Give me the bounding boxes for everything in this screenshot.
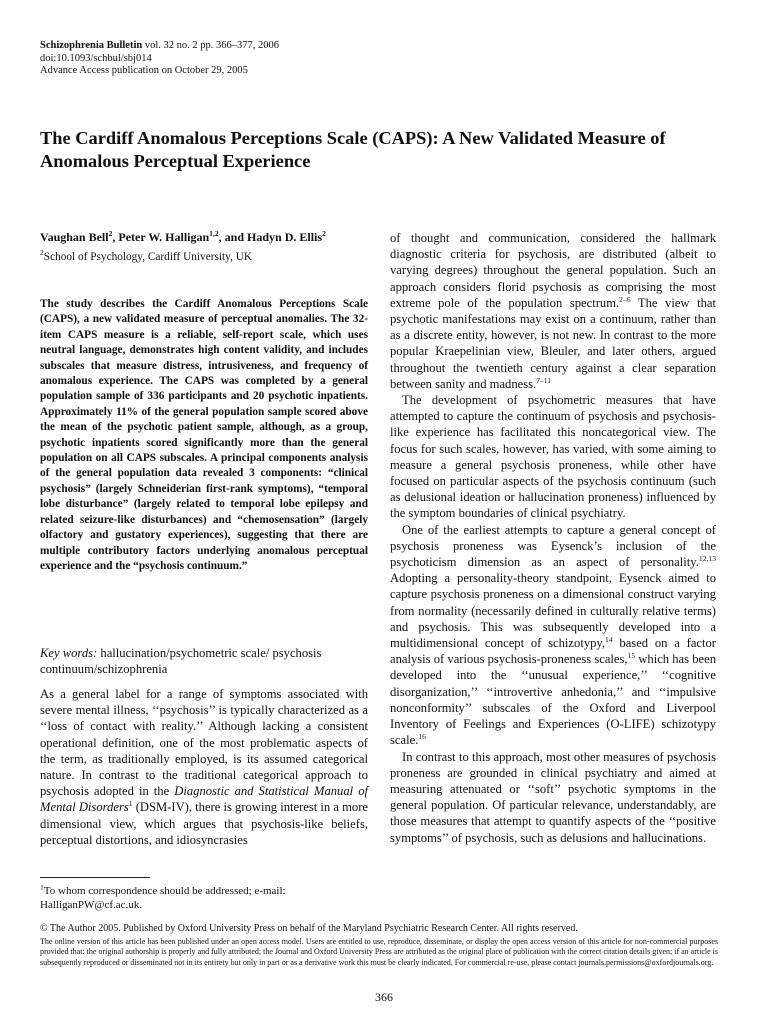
journal-citation: vol. 32 no. 2 pp. 366–377, 2006 (142, 40, 279, 51)
footnote-mark: 1 (40, 882, 44, 892)
copyright-notice: © The Author 2005. Published by Oxford University Press on behalf of the Maryland Psychiatric Research Center. All rights reserved. (40, 923, 578, 934)
author-name: Vaughan Bell (40, 230, 109, 244)
journal-header (40, 40, 279, 78)
text-run: based on a factor analysis of various psychosis-proneness scales, (390, 636, 716, 667)
author-separator: , and (218, 230, 248, 244)
reference-mark: 7–11 (536, 375, 552, 385)
doi[interactable]: doi:10.1093/schbul/sbj014 (40, 52, 152, 64)
keywords-text: hallucination/psychometric scale/ psychosis continuum/schizophrenia (40, 646, 322, 676)
footnote-divider (40, 877, 150, 878)
text-run: (DSM-IV), there is growing interest in a more dimensional view, which argues that psychosis-like beliefs, perceptual distortions, and idiosyncrasies (40, 800, 368, 847)
text-run: of thought and communication, considered the hallmark diagnostic criteria for psychosis, are distributed (albeit to varying degrees) throughout the general population. Such an approach considers florid psychosis as comprising the most extreme pole of the population spectrum. (390, 231, 716, 310)
paragraph: In contrast to this approach, most other measures of psychosis proneness are grounded in clinical psychiatry and aimed at measuring attenuated or ‘‘soft’’ psychotic symptoms in the general population. Of particular relevance, understandably, are those measures that attempt to quantify aspects of the ‘‘positive symptoms’’ of psychosis, such as delusions and hallucinations. (390, 749, 716, 845)
reference-mark: 14 (605, 634, 613, 644)
page-number: 366 (375, 990, 393, 1004)
author-affiliation-mark: 1,2 (209, 229, 219, 238)
body-column-left (40, 686, 368, 848)
paragraph (40, 686, 368, 848)
journal-name: Schizophrenia Bulletin (40, 40, 143, 51)
article-title: The Cardiff Anomalous Perceptions Scale (CAPS): A New Validated Measure of Anomalous Perceptual Experience (40, 128, 666, 171)
reference-mark: 16 (418, 732, 426, 742)
abstract: The study describes the Cardiff Anomalous Perceptions Scale (CAPS), a new validated measure of perceptual anomalies. The 32-item CAPS measure is a reliable, self-report scale, which uses neutral language, demonstrates high content validity, and includes subscales that measure distress, intrusiveness, and frequency of anomalous experience. The CAPS was completed by a general population sample of 336 participants and 20 psychotic inpatients. Approximately 11% of the general population sample scored above the mean of the psychotic patient sample, although, as a group, psychotic inpatients scored significantly more than the general population on all CAPS subscales. A principal components analysis of the general population data revealed 3 components: “clinical psychosis” (largely Schneiderian first-rank symptoms), “temporal lobe disturbance” (largely related to temporal lobe epilepsy and related seizure-like disturbances) and “chemosensation” (largely olfactory and gustatory experiences), suggesting that there are multiple contributory factors underlying anomalous perceptual experience and the “psychosis continuum.” (40, 298, 368, 572)
affiliation-mark: 2 (40, 248, 44, 258)
author-name: Peter W. Halligan (118, 230, 210, 244)
text-run-italic: Diagnostic and Statistical Manual of Mental Disorders (40, 784, 369, 815)
text-run: As a general label for a range of symptoms associated with severe mental illness, ‘‘psychosis’’ is typically characterized as a ‘‘loss of contact with reality.’’ Although lacking a consistent operational definition, one of the most problematic aspects of the term, as traditionally employed, is its assumed categorical nature. In contrast to the traditional categorical approach to psychosis adopted in the (40, 687, 368, 799)
author-name: Hadyn D. Ellis (247, 230, 323, 244)
correspondence-footnote (40, 884, 368, 912)
text-run: The view that psychotic manifestations may exist on a continuum, rather than as a discrete entity, however, is not new. In contrast to the more popular Kraepelinian view, Bleuler, and later others, argued throughout the twentieth century against a clear separation between sanity and madness. (390, 295, 716, 391)
access-date: Advance Access publication on October 29, 2005 (40, 65, 248, 77)
affiliation-text: School of Psychology, Cardiff University, UK (43, 251, 253, 263)
author-list (40, 230, 326, 245)
keywords-label: Key words: (40, 646, 98, 660)
author-affiliation-mark: 2 (108, 229, 113, 238)
text-run: Adopting a personality-theory standpoint, Eysenck aimed to capture psychosis proneness on a dimensional construct varying from normality (necessarily defined in culturally relative terms) and psychosis. This was subsequently developed into a multidimensional concept of schizotypy, (390, 571, 716, 651)
author-affiliation-mark: 2 (322, 229, 326, 238)
reference-mark: 15 (627, 651, 636, 661)
affiliation (40, 248, 253, 263)
body-column-right (390, 230, 716, 846)
keywords (40, 645, 368, 677)
footnote-text: To whom correspondence should be addressed; e-mail: HalliganPW@cf.ac.uk. (40, 885, 286, 911)
license-notice: The online version of this article has been published under an open access model. Users are entitled to use, reproduce, disseminate, or display the open access version of this article for non-commercial purposes provided that: the original authorship is properly and fully attributed; the Journal and Oxford University Press are attributed as the original place of publication with the correct citation details given; if an article is subsequently reproduced or disseminated not in its entirety but only in part or as a derivative work this must be clearly indicated. For commercial re-use, please contact journals.permissions@oxfordjournals.org. (40, 937, 718, 967)
text-run: which has been developed into the ‘‘unusual experience,’’ ‘‘cognitive disorganization,’’ ‘‘introvertive anhedonia,’’ and ‘‘impulsive nonconformity’’ subscales of the Oxford and Liverpool Inventory of Feelings and Experiences (O-LIFE) schizotypy scale. (390, 652, 716, 748)
reference-mark: 1 (128, 799, 133, 809)
text-run: One of the earliest attempts to capture a general concept of psychosis proneness was Eysenck’s inclusion of the psychoticism dimension as an aspect of personality. (390, 522, 716, 570)
reference-mark: 2–6 (619, 294, 631, 304)
paragraph (390, 230, 716, 392)
paragraph: The development of psychometric measures that have attempted to capture the continuum of psychosis and psychosis-like experience has facilitated this noncategorical view. The focus for such scales, however, has varied, with some aiming to measure a general psychosis proneness, while other have focused on particular aspects of the psychosis continuum (such as delusional ideation or hallucination proneness) influenced by the symptom boundaries of clinical psychiatry. (390, 393, 716, 521)
reference-mark: 12,13 (698, 553, 716, 563)
author-separator: , (112, 230, 119, 244)
paragraph (390, 522, 716, 749)
